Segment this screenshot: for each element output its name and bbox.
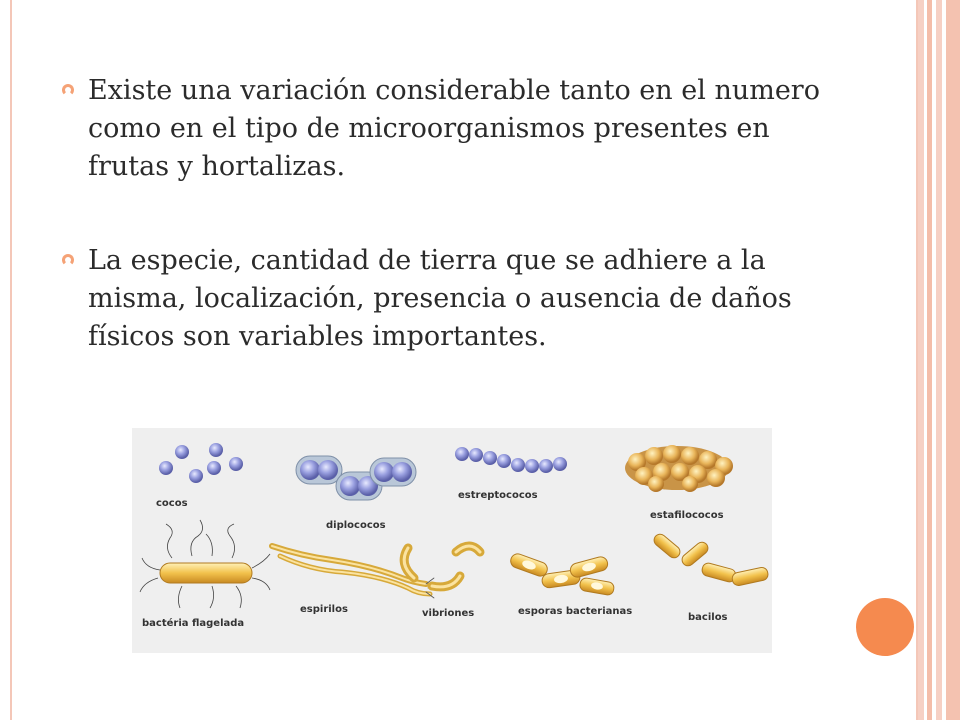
- decorative-circle: [856, 598, 914, 656]
- cocos-illustration: [159, 443, 243, 483]
- bullet-1-text: Existe una variación considerable tanto en el numero como en el tipo de microorganismos presentes en frutas y hortalizas.: [88, 75, 820, 182]
- label-bacilos: bacilos: [688, 612, 728, 623]
- vibriones-illustration: [404, 546, 480, 587]
- label-diplococos: diplococos: [326, 520, 386, 531]
- label-cocos: cocos: [156, 498, 188, 509]
- bullet-2: [62, 242, 822, 356]
- esporas-illustration: [509, 552, 615, 596]
- bullet-icon: [62, 84, 74, 96]
- bullet-icon: [62, 254, 74, 266]
- label-estafilococos: estafilococos: [650, 510, 724, 521]
- estreptococos-illustration: [455, 447, 567, 473]
- label-estreptococos: estreptococos: [458, 490, 538, 501]
- label-esporas: esporas bacterianas: [518, 606, 633, 617]
- label-flagelada: bactéria flagelada: [142, 618, 245, 629]
- diplococos-illustration: [296, 456, 416, 500]
- estafilococos-illustration: [625, 445, 733, 492]
- label-vibriones: vibriones: [422, 608, 475, 619]
- decorative-stripes: [918, 0, 960, 720]
- bullet-2-text: La especie, cantidad de tierra que se adhiere a la misma, localización, presencia o ausencia de daños físicos son variables importantes.: [88, 245, 792, 352]
- bacteria-diagram: [132, 428, 772, 653]
- label-espirilos: espirilos: [300, 604, 348, 615]
- bacilos-illustration: [652, 532, 769, 587]
- bacteria-illustration: [132, 428, 772, 653]
- bullet-1: [62, 72, 822, 186]
